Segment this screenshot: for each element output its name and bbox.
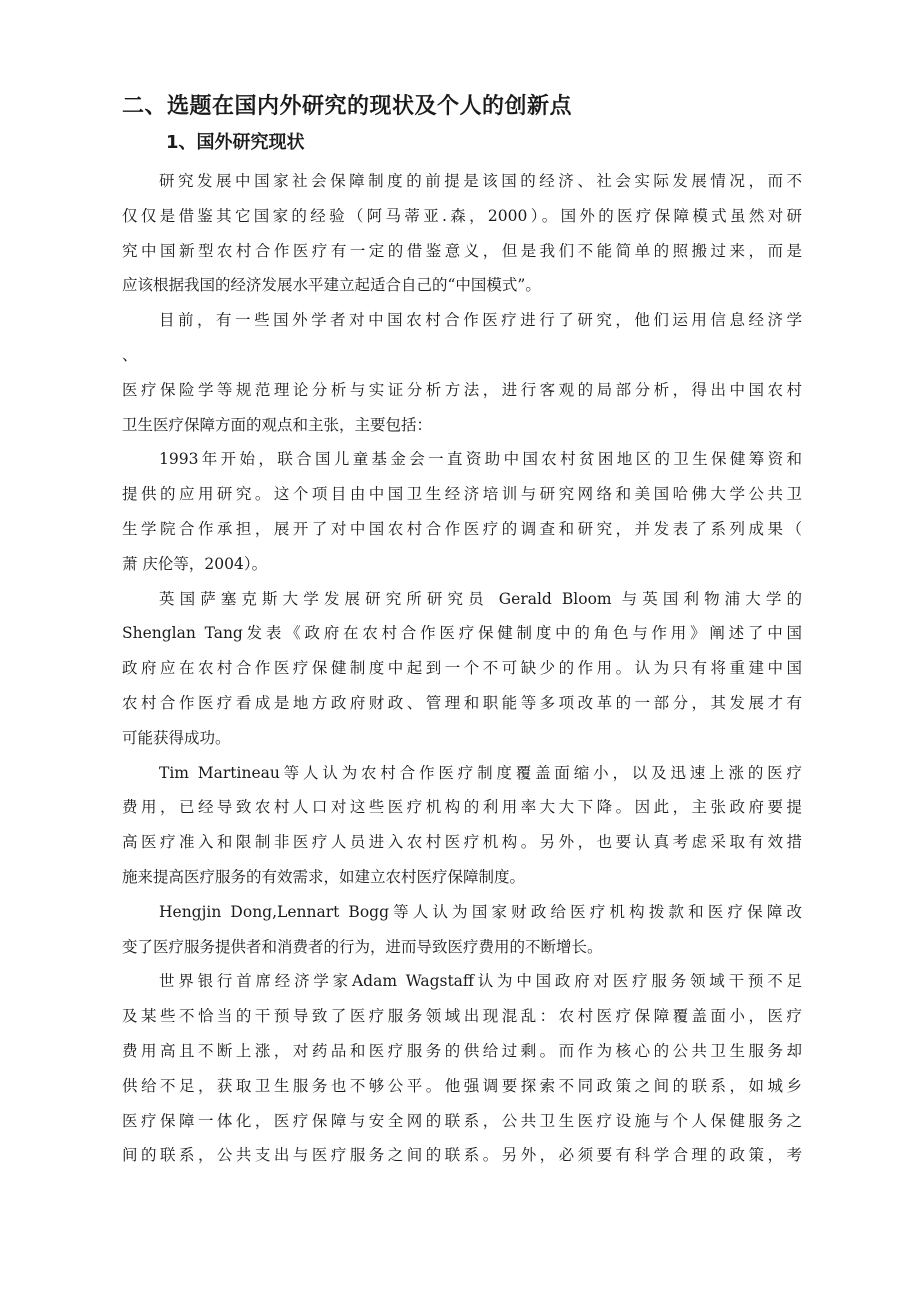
text-line: 费用，已经导致农村人口对这些医疗机构的利用率大大下降。因此，主张政府要提	[122, 798, 802, 817]
text-line: 生学院合作承担，展开了对中国农村合作医疗的调查和研究，并发表了系列成果（	[122, 519, 802, 538]
text-line: 及某些不恰当的干预导致了医疗服务领域出现混乱：农村医疗保障覆盖面小，医疗	[122, 1007, 802, 1026]
paragraph-4	[122, 582, 802, 756]
text-line: 1993年开始，联合国儿童基金会一直资助中国农村贫困地区的卫生保健筹资和	[159, 450, 802, 469]
paragraph-6	[122, 895, 802, 965]
text-line: 高医疗准入和限制非医疗人员进入农村医疗机构。另外，也要认真考虑采取有效措	[122, 833, 802, 852]
text-line: Hengjin Dong,Lennart Bogg等人认为国家财政给医疗机构拨款和医疗保障改	[159, 902, 802, 921]
paragraph-7	[122, 964, 802, 1173]
text-line: 萧 庆伦等，2004）。	[122, 554, 268, 573]
text-line: 供给不足，获取卫生服务也不够公平。他强调要探索不同政策之间的联系，如城乡	[122, 1076, 802, 1095]
document-page	[122, 92, 802, 1173]
text-line: 施来提高医疗服务的有效需求，如建立农村医疗保障制度。	[122, 867, 526, 886]
text-line: 变了医疗服务提供者和消费者的行为，进而导致医疗费用的不断增长。	[122, 937, 603, 956]
text-line: 究中国新型农村合作医疗有一定的借鉴意义，但是我们不能简单的照搬过来，而是	[122, 241, 802, 260]
text-line: 费用高且不断上涨，对药品和医疗服务的供给过剩。而作为核心的公共卫生服务却	[122, 1041, 802, 1060]
text-line: 政府应在农村合作医疗保健制度中起到一个不可缺少的作用。认为只有将重建中国	[122, 659, 802, 678]
text-line: 世界银行首席经济学家Adam Wagstaff认为中国政府对医疗服务领域干预不足	[159, 972, 802, 991]
paragraph-3	[122, 442, 802, 581]
text-line: 仅仅是借鉴其它国家的经验（阿马蒂亚.森，2000）。国外的医疗保障模式虽然对研	[122, 206, 802, 225]
section-heading: 二、选题在国内外研究的现状及个人的创新点	[122, 94, 573, 119]
text-line: 、	[122, 345, 138, 364]
text-line: 医疗保险学等规范理论分析与实证分析方法，进行客观的局部分析，得出中国农村	[122, 380, 802, 399]
text-line: 医疗保障一体化，医疗保障与安全网的联系，公共卫生医疗设施与个人保健服务之	[122, 1111, 802, 1130]
text-line: 卫生医疗保障方面的观点和主张，主要包括：	[122, 415, 433, 434]
paragraph-5	[122, 756, 802, 895]
text-line: 间的联系，公共支出与医疗服务之间的联系。另外，必须要有科学合理的政策，考	[122, 1146, 802, 1165]
text-line: 提供的应用研究。这个项目由中国卫生经济培训与研究网络和美国哈佛大学公共卫	[122, 485, 802, 504]
text-line: 研究发展中国家社会保障制度的前提是该国的经济、社会实际发展情况，而不	[159, 172, 802, 190]
text-line: 应该根据我国的经济发展水平建立起适合自己的“中国模式”。	[122, 276, 541, 295]
paragraph-1	[122, 164, 802, 303]
subsection-heading: 1、国外研究现状	[166, 132, 305, 153]
text-line: 英国萨塞克斯大学发展研究所研究员 Gerald Bloom 与英国利物浦大学的	[159, 589, 802, 608]
text-line: Shenglan Tang发表《政府在农村合作医疗保健制度中的角色与作用》阐述了中国	[122, 624, 802, 643]
text-line: 可能获得成功。	[122, 728, 231, 747]
text-line: 农村合作医疗看成是地方政府财政、管理和职能等多项改革的一部分，其发展才有	[122, 693, 802, 712]
text-line: Tim Martineau等人认为农村合作医疗制度覆盖面缩小，以及迅速上涨的医疗	[159, 763, 802, 782]
text-line: 目前，有一些国外学者对中国农村合作医疗进行了研究，他们运用信息经济学	[159, 311, 802, 330]
paragraph-2	[122, 303, 802, 442]
